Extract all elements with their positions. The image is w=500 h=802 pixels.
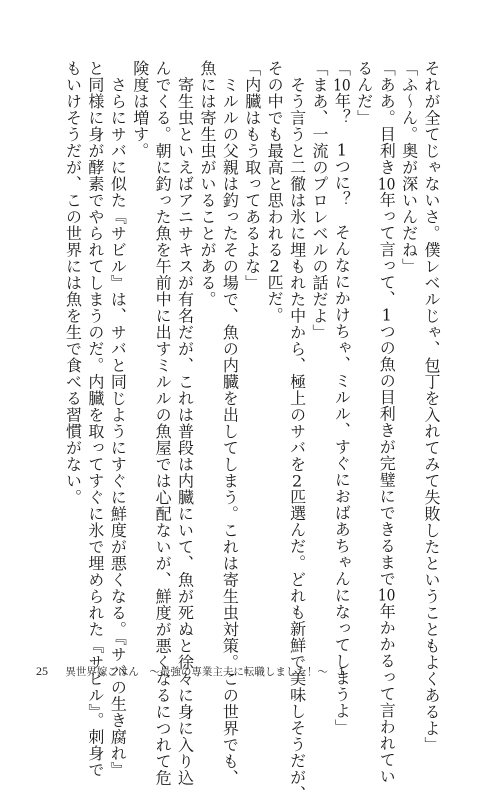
text-line: 寄生虫といえばアニサキスが有名だが、これは普段は内臓にいて、魚が死ぬと徐々に身に入り込 [175, 60, 195, 786]
text-line: んでくる。朝に釣った魚を午前中に出すミルルの魚屋では心配ないが、鮮度が悪くなるにつれて危 [153, 60, 173, 786]
text-line: もいけそうだが、この世界には魚を生で食べる習慣がない。 [63, 60, 83, 506]
page-number: 25 [36, 664, 48, 678]
text-line: その中でも最高と思われる2匹だ。 [265, 60, 285, 324]
text-line: 魚には寄生虫がいることがある。 [197, 60, 217, 308]
text-line: るんだ」 [354, 60, 374, 126]
text-line: 「10年？ 1つに？ そんなにかけちゃ、ミルル、すぐにおばあちゃんになってしまうよ」 [332, 60, 352, 736]
text-line: 「ふ～ん。奥が深いんだね」 [399, 60, 419, 275]
text-line: ミルルの父親は釣ったその場で、魚の内臓を出してしまう。これは寄生虫対策。この世界でも、 [220, 60, 240, 786]
text-line: さらにサバに似た『サビル』は、サバと同じようにすぐに鮮度が悪くなる。『サバの生き腐れ』 [108, 60, 128, 778]
text-line: そう言うと二徹は氷に埋もれた中から、極上のサバを2匹選んだ。どれも新鮮で美味しそうだが、 [287, 60, 307, 802]
text-line: と同様に身が酵素でやられてしまうのだ。内臓を取ってすぐに氷で埋められた『サビル』。刺身で [85, 60, 105, 778]
text-line: 「まあ、一流のプロレベルの話だよ」 [309, 60, 329, 341]
text-line: 「内臓はもう取ってあるよな」 [242, 60, 262, 291]
page-footer [36, 664, 345, 679]
text-line: 「ああ。目利き10年って言って、1つの魚の目利きが完璧にできるまで10年かかるって言われてい [377, 60, 397, 785]
book-title: 異世界嫁ごはん ～最強の専業主夫に転職しました！～ 1 [65, 666, 346, 678]
text-line: 険度は増す。 [130, 60, 150, 159]
text-line: それが全てじゃないさ。僕レベルじゃ、包丁を入れてみて失敗したということもよくあるよ」 [422, 60, 441, 753]
